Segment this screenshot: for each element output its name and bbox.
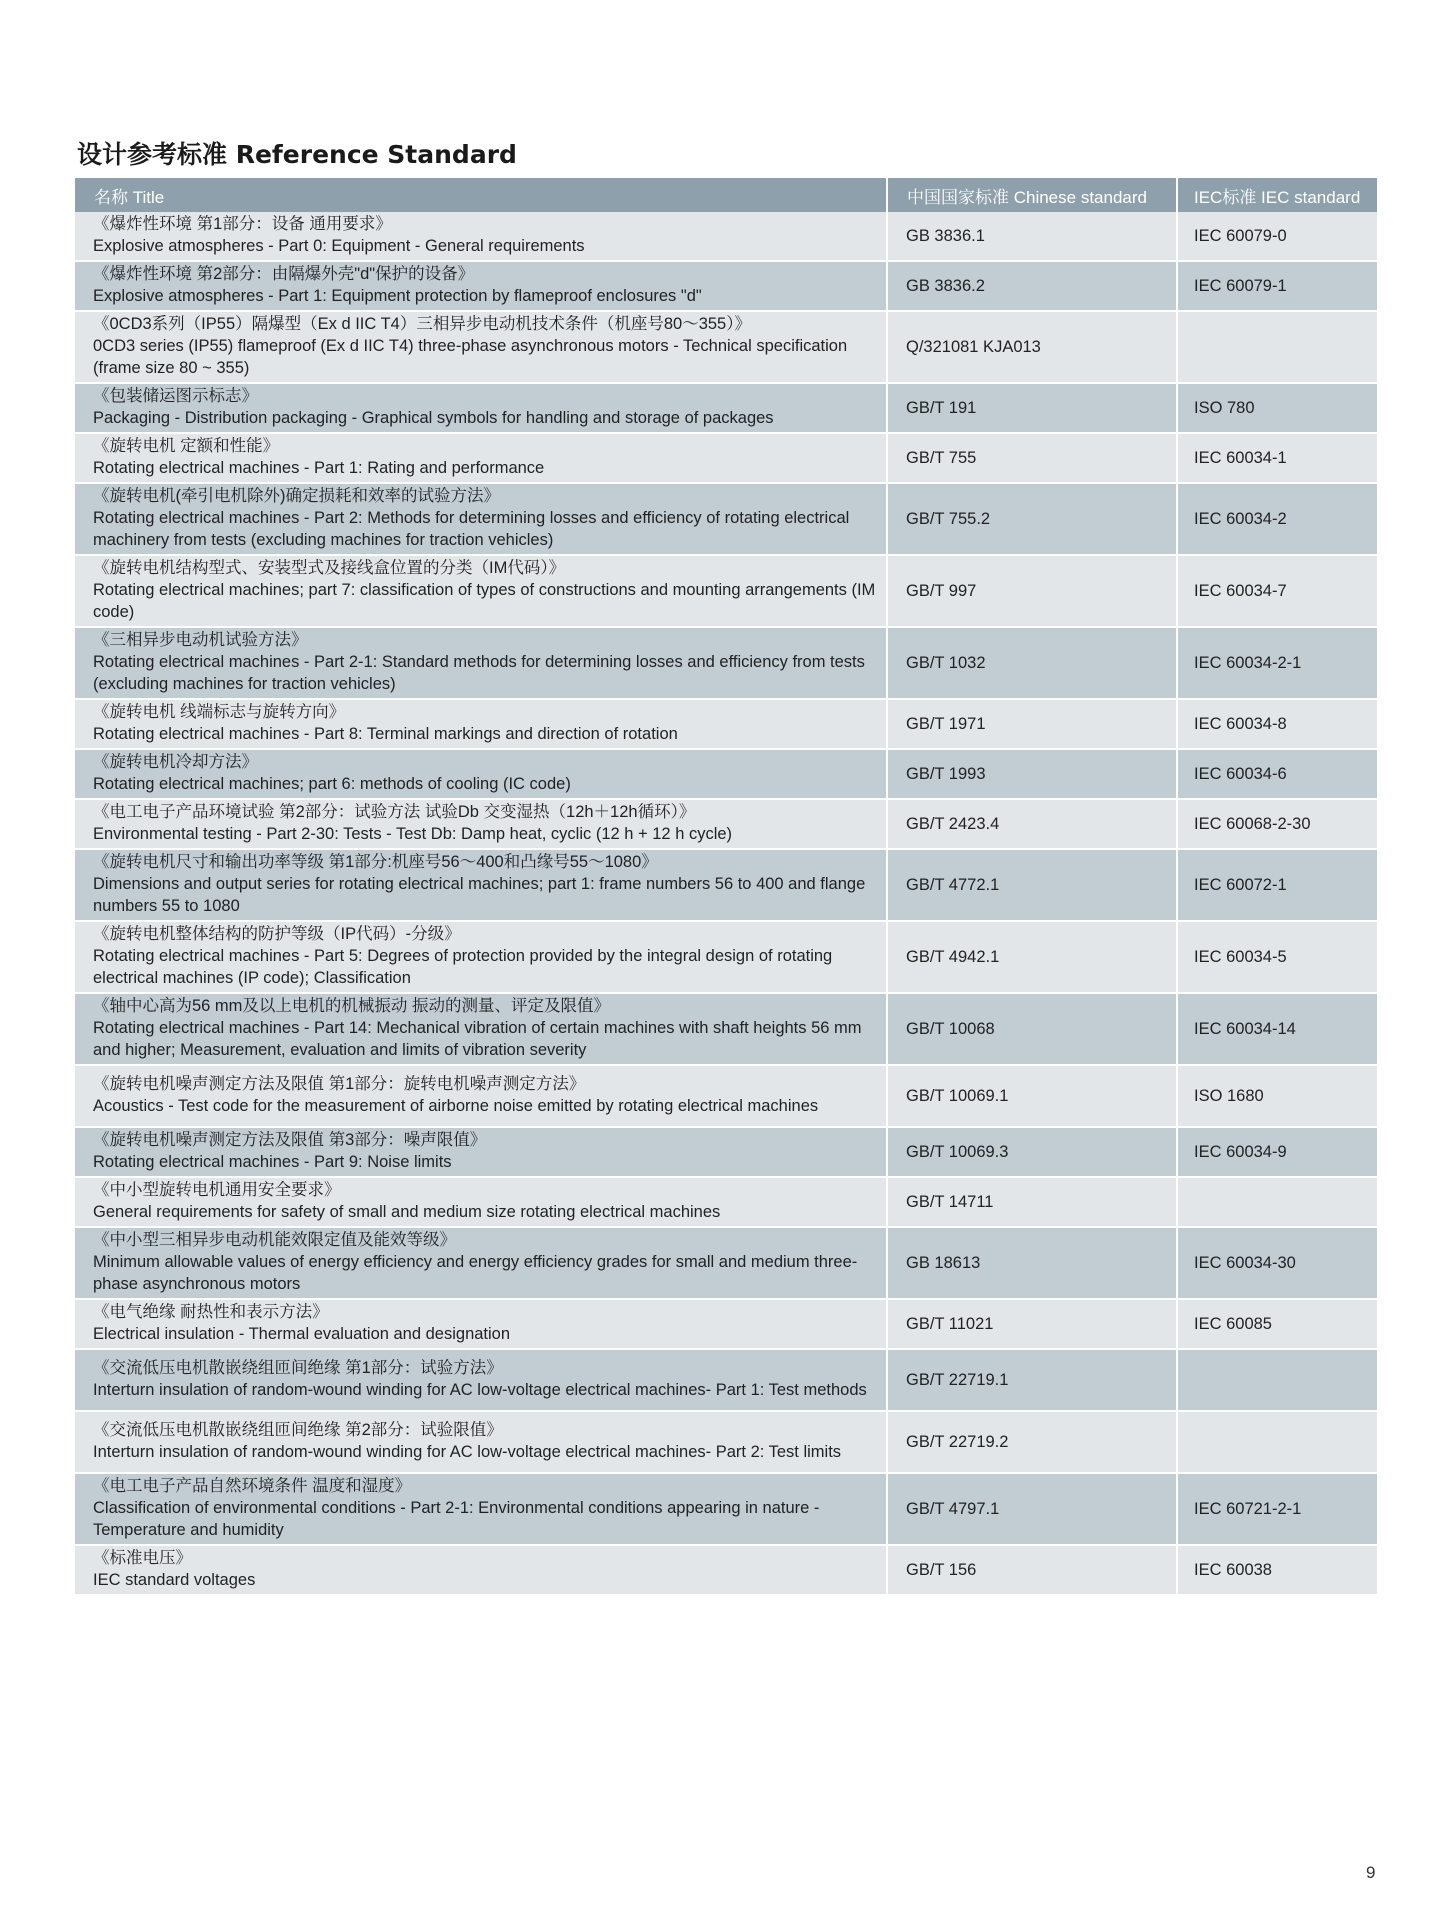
iec-standard-cell: IEC 60034-1 <box>1177 433 1377 483</box>
chinese-standard-cell: GB/T 4797.1 <box>887 1473 1177 1545</box>
title-chinese: 《旋转电机噪声测定方法及限值 第1部分：旋转电机噪声测定方法》 <box>93 1075 586 1093</box>
title-chinese: 《爆炸性环境 第1部分：设备 通用要求》 <box>93 215 392 233</box>
title-cell <box>75 993 887 1065</box>
iec-standard-cell: IEC 60068-2-30 <box>1177 799 1377 849</box>
title-english: Minimum allowable values of energy efficiency and energy efficiency grades for small and medium three-phase asynchronous motors <box>93 1253 858 1293</box>
title-chinese: 《中小型旋转电机通用安全要求》 <box>93 1181 341 1199</box>
chinese-standard-cell: GB/T 1971 <box>887 699 1177 749</box>
title-chinese: 《电工电子产品环境试验 第2部分：试验方法 试验Db 交变湿热（12h＋12h循环）》 <box>93 803 696 821</box>
title-english: Rotating electrical machines - Part 9: Noise limits <box>93 1153 452 1171</box>
iec-standard-cell <box>1177 1349 1377 1411</box>
iec-standard-cell: ISO 780 <box>1177 383 1377 433</box>
iec-standard-cell: IEC 60034-14 <box>1177 993 1377 1065</box>
title-chinese: 《电工电子产品自然环境条件 温度和湿度》 <box>93 1477 412 1495</box>
title-chinese: 《旋转电机结构型式、安装型式及接线盒位置的分类（IM代码）》 <box>93 559 566 577</box>
title-cell <box>75 1299 887 1349</box>
iec-standard-cell: IEC 60072-1 <box>1177 849 1377 921</box>
iec-standard-cell: IEC 60034-6 <box>1177 749 1377 799</box>
title-english: IEC standard voltages <box>93 1571 256 1589</box>
title-english: Rotating electrical machines - Part 5: Degrees of protection provided by the integral design of rotating electrical machines (IP code); Classification <box>93 947 833 987</box>
chinese-standard-cell: Q/321081 KJA013 <box>887 311 1177 383</box>
chinese-standard-cell: GB/T 1993 <box>887 749 1177 799</box>
title-chinese: 《交流低压电机散嵌绕组匝间绝缘 第1部分：试验方法》 <box>93 1359 503 1377</box>
title-english: Rotating electrical machines; part 7: classification of types of constructions and mounting arrangements (IM code) <box>93 581 876 621</box>
chinese-standard-cell: GB/T 14711 <box>887 1177 1177 1227</box>
chinese-standard-cell: GB/T 10068 <box>887 993 1177 1065</box>
title-english: Rotating electrical machines - Part 2-1: Standard methods for determining losses and efficiency from tests (excluding machines for traction vehicles) <box>93 653 865 693</box>
iec-standard-cell: IEC 60038 <box>1177 1545 1377 1595</box>
title-cell <box>75 1349 887 1411</box>
title-chinese: 《标准电压》 <box>93 1549 192 1567</box>
page-title: 设计参考标准 Reference Standard <box>77 140 517 169</box>
title-cell <box>75 627 887 699</box>
title-chinese: 《三相异步电动机试验方法》 <box>93 631 308 649</box>
table-row <box>75 1065 1377 1127</box>
iec-standard-cell: IEC 60085 <box>1177 1299 1377 1349</box>
title-english: Packaging - Distribution packaging - Graphical symbols for handling and storage of packages <box>93 409 774 427</box>
iec-standard-cell: IEC 60034-30 <box>1177 1227 1377 1299</box>
iec-standard-cell: IEC 60079-0 <box>1177 212 1377 261</box>
title-cell <box>75 433 887 483</box>
title-cell <box>75 1227 887 1299</box>
table-row <box>75 261 1377 311</box>
table-row <box>75 849 1377 921</box>
table-row <box>75 1177 1377 1227</box>
title-cell <box>75 1545 887 1595</box>
chinese-standard-cell: GB/T 997 <box>887 555 1177 627</box>
title-english: Rotating electrical machines; part 6: methods of cooling (IC code) <box>93 775 571 793</box>
title-cell <box>75 212 887 261</box>
iec-standard-cell: IEC 60034-7 <box>1177 555 1377 627</box>
title-cell <box>75 799 887 849</box>
chinese-standard-cell: GB/T 191 <box>887 383 1177 433</box>
title-chinese: 《0CD3系列（IP55）隔爆型（Ex d IIC T4）三相异步电动机技术条件（机座号80～355）》 <box>93 315 751 333</box>
table-row <box>75 311 1377 383</box>
reference-standard-table <box>75 178 1377 1596</box>
chinese-standard-cell: GB/T 1032 <box>887 627 1177 699</box>
title-chinese: 《旋转电机冷却方法》 <box>93 753 258 771</box>
iec-standard-cell: IEC 60034-9 <box>1177 1127 1377 1177</box>
chinese-standard-cell: GB 3836.1 <box>887 212 1177 261</box>
iec-standard-cell: ISO 1680 <box>1177 1065 1377 1127</box>
table-row <box>75 921 1377 993</box>
iec-standard-cell <box>1177 1411 1377 1473</box>
chinese-standard-cell: GB/T 22719.1 <box>887 1349 1177 1411</box>
title-cell <box>75 311 887 383</box>
table-row <box>75 627 1377 699</box>
title-chinese: 《轴中心高为56 mm及以上电机的机械振动 振动的测量、评定及限值》 <box>93 997 611 1015</box>
title-english: Explosive atmospheres - Part 0: Equipment - General requirements <box>93 237 585 255</box>
title-english: Rotating electrical machines - Part 2: Methods for determining losses and efficiency of rotating electrical machinery from tests (excluding machines for traction vehicles) <box>93 509 850 549</box>
title-cell <box>75 1065 887 1127</box>
title-english: 0CD3 series (IP55) flameproof (Ex d IIC T4) three-phase asynchronous motors - Technical specification (frame size 80 ~ 355) <box>93 337 848 377</box>
title-cell <box>75 1127 887 1177</box>
title-cell <box>75 483 887 555</box>
title-cell <box>75 383 887 433</box>
chinese-standard-cell: GB/T 22719.2 <box>887 1411 1177 1473</box>
title-chinese: 《旋转电机整体结构的防护等级（IP代码）-分级》 <box>93 925 461 943</box>
table-row <box>75 799 1377 849</box>
table-header-row <box>75 178 1377 212</box>
iec-standard-cell: IEC 60034-2-1 <box>1177 627 1377 699</box>
title-cell <box>75 921 887 993</box>
table-row <box>75 433 1377 483</box>
table-row <box>75 1473 1377 1545</box>
title-chinese: 《中小型三相异步电动机能效限定值及能效等级》 <box>93 1231 456 1249</box>
title-english: Environmental testing - Part 2-30: Tests - Test Db: Damp heat, cyclic (12 h + 12 h cycle) <box>93 825 733 843</box>
table-row <box>75 1545 1377 1595</box>
table-row <box>75 993 1377 1065</box>
title-english: Rotating electrical machines - Part 14: Mechanical vibration of certain machines with shaft heights 56 mm and higher; Measurement, evaluation and limits of vibration severity <box>93 1019 862 1059</box>
title-english: Dimensions and output series for rotating electrical machines; part 1: frame numbers 56 to 400 and flange numbers 55 to 1080 <box>93 875 866 915</box>
title-cell <box>75 555 887 627</box>
table-row <box>75 749 1377 799</box>
table-row <box>75 1411 1377 1473</box>
title-english: Electrical insulation - Thermal evaluation and designation <box>93 1325 511 1343</box>
iec-standard-cell: IEC 60721-2-1 <box>1177 1473 1377 1545</box>
iec-standard-cell: IEC 60034-5 <box>1177 921 1377 993</box>
table-row <box>75 1127 1377 1177</box>
iec-standard-cell: IEC 60034-8 <box>1177 699 1377 749</box>
table-row <box>75 212 1377 261</box>
title-chinese: 《爆炸性环境 第2部分：由隔爆外壳"d"保护的设备》 <box>93 265 475 283</box>
table-row <box>75 1227 1377 1299</box>
table-row <box>75 555 1377 627</box>
iec-standard-cell <box>1177 311 1377 383</box>
header-title: 名称 Title <box>75 178 887 212</box>
chinese-standard-cell: GB/T 10069.1 <box>887 1065 1177 1127</box>
title-chinese: 《旋转电机(牵引电机除外)确定损耗和效率的试验方法》 <box>93 487 500 505</box>
page-number: 9 <box>1366 1863 1376 1882</box>
chinese-standard-cell: GB/T 156 <box>887 1545 1177 1595</box>
title-cell <box>75 261 887 311</box>
chinese-standard-cell: GB/T 755.2 <box>887 483 1177 555</box>
iec-standard-cell: IEC 60034-2 <box>1177 483 1377 555</box>
chinese-standard-cell: GB/T 11021 <box>887 1299 1177 1349</box>
title-english: Rotating electrical machines - Part 8: Terminal markings and direction of rotation <box>93 725 678 743</box>
title-chinese: 《交流低压电机散嵌绕组匝间绝缘 第2部分：试验限值》 <box>93 1421 503 1439</box>
chinese-standard-cell: GB/T 4772.1 <box>887 849 1177 921</box>
table-row <box>75 1299 1377 1349</box>
chinese-standard-cell: GB/T 755 <box>887 433 1177 483</box>
title-chinese: 《包装储运图示标志》 <box>93 387 258 405</box>
header-iec-standard: IEC标准 IEC standard <box>1177 178 1377 212</box>
table-row <box>75 1349 1377 1411</box>
table-row <box>75 699 1377 749</box>
title-chinese: 《旋转电机 定额和性能》 <box>93 437 280 455</box>
title-cell <box>75 749 887 799</box>
title-cell <box>75 849 887 921</box>
chinese-standard-cell: GB/T 10069.3 <box>887 1127 1177 1177</box>
title-cell <box>75 1411 887 1473</box>
title-cell <box>75 1473 887 1545</box>
table-row <box>75 383 1377 433</box>
table-row <box>75 483 1377 555</box>
table-body <box>75 212 1377 1595</box>
chinese-standard-cell: GB 3836.2 <box>887 261 1177 311</box>
title-english: Interturn insulation of random-wound winding for AC low-voltage electrical machines- Part 1: Test methods <box>93 1381 867 1399</box>
title-english: Acoustics - Test code for the measurement of airborne noise emitted by rotating electrical machines <box>93 1097 819 1115</box>
title-chinese: 《旋转电机噪声测定方法及限值 第3部分：噪声限值》 <box>93 1131 487 1149</box>
title-english: Interturn insulation of random-wound winding for AC low-voltage electrical machines- Part 2: Test limits <box>93 1443 842 1461</box>
iec-standard-cell: IEC 60079-1 <box>1177 261 1377 311</box>
title-chinese: 《旋转电机 线端标志与旋转方向》 <box>93 703 346 721</box>
title-english: General requirements for safety of small and medium size rotating electrical machines <box>93 1203 721 1221</box>
title-cell <box>75 699 887 749</box>
chinese-standard-cell: GB/T 4942.1 <box>887 921 1177 993</box>
title-chinese: 《电气绝缘 耐热性和表示方法》 <box>93 1303 329 1321</box>
chinese-standard-cell: GB/T 2423.4 <box>887 799 1177 849</box>
iec-standard-cell <box>1177 1177 1377 1227</box>
chinese-standard-cell: GB 18613 <box>887 1227 1177 1299</box>
title-english: Classification of environmental conditions - Part 2-1: Environmental conditions appearing in nature - Temperature and humidity <box>93 1499 820 1539</box>
header-chinese-standard: 中国国家标准 Chinese standard <box>887 178 1177 212</box>
title-cell <box>75 1177 887 1227</box>
title-chinese: 《旋转电机尺寸和输出功率等级 第1部分:机座号56～400和凸缘号55～1080》 <box>93 853 658 871</box>
title-english: Explosive atmospheres - Part 1: Equipment protection by flameproof enclosures "d" <box>93 287 702 305</box>
title-english: Rotating electrical machines - Part 1: Rating and performance <box>93 459 545 477</box>
